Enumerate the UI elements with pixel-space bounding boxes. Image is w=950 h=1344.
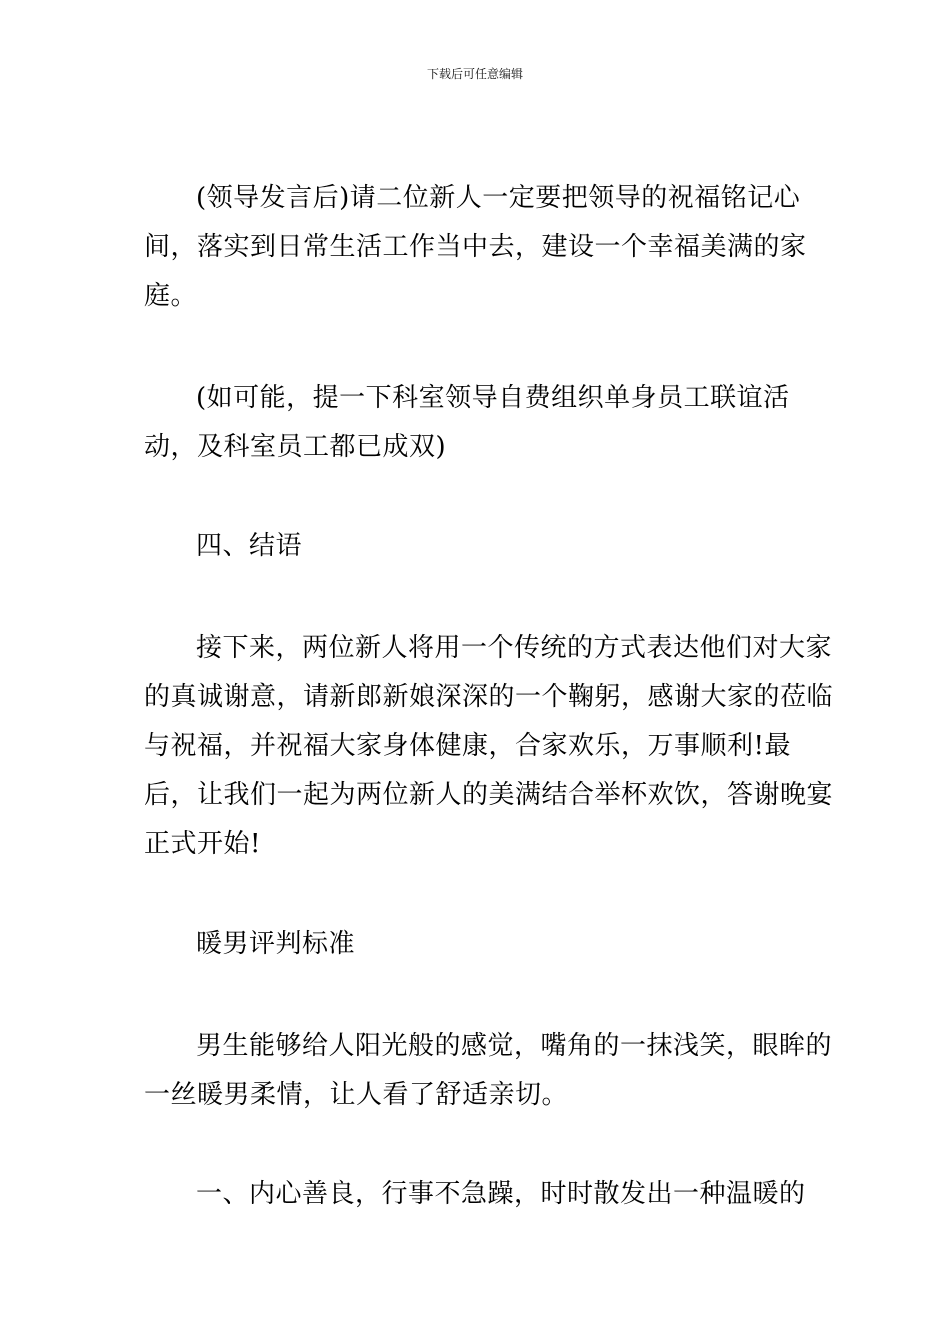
page-header-note: 下载后可任意编辑	[426, 67, 523, 81]
paragraph-standard-one: 一、内心善良，行事不急躁，时时散发出一种温暖的	[196, 1179, 806, 1209]
paragraph-leader-speech: (领导发言后)请二位新人一定要把领导的祝福铭记心间，落实到日常生活工作当中去，建设一个幸福美满的家庭。	[144, 183, 807, 311]
section-heading-conclusion: 四、结语	[196, 531, 303, 561]
paragraph-conclusion: 接下来，两位新人将用一个传统的方式表达他们对大家的真诚谢意，请新郎新娘深深的一个鞠躬，感谢大家的莅临与祝福，并祝福大家身体健康，合家欢乐，万事顺利!最后，让我们一起为两位新人的美满结合举杯欢饮，答谢晚宴正式开始!	[144, 633, 834, 859]
section-heading-standard: 暖男评判标准	[196, 929, 356, 959]
paragraph-note-activity: (如可能，提一下科室领导自费组织单身员工联谊活动，及科室员工都已成双)	[144, 383, 790, 462]
paragraph-standard-intro: 男生能够给人阳光般的感觉，嘴角的一抹浅笑，眼眸的一丝暖男柔情，让人看了舒适亲切。	[144, 1031, 833, 1110]
